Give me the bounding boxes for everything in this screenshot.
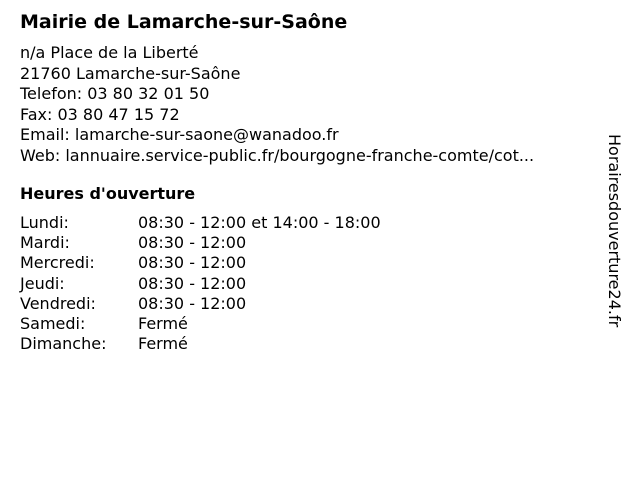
contact-block [20,43,534,166]
time-value: Fermé [138,334,188,354]
time-value: 08:30 - 12:00 et 14:00 - 18:00 [138,213,381,232]
time-value: Fermé [138,313,188,333]
watermark-text: Horairesdouverture24.fr [605,134,624,328]
day-label: Vendredi: [20,293,96,313]
email-text: Email: lamarche-sur-saone@wanadoo.fr [20,125,339,144]
day-label: Mercredi: [20,253,95,273]
page-title: Mairie de Lamarche-sur-Saône [20,11,348,33]
address-line-1: n/a Place de la Liberté [20,43,199,62]
time-value: 08:30 - 12:00 [138,233,247,253]
hours-heading: Heures d'ouverture [20,184,196,203]
day-label: Mardi: [20,233,70,253]
time-value: 08:30 - 12:00 [138,293,247,313]
day-label: Jeudi: [20,273,65,293]
web-text: Web: lannuaire.service-public.fr/bourgogne-franche-comte/cot... [20,145,535,165]
day-label: Dimanche: [20,334,107,354]
fax-text: Fax: 03 80 47 15 72 [20,104,180,124]
day-label: Lundi: [20,213,69,232]
time-value: 08:30 - 12:00 [138,273,247,293]
phone-text: Telefon: 03 80 32 01 50 [20,84,210,103]
address-line-2: 21760 Lamarche-sur-Saône [20,63,241,83]
time-value: 08:30 - 12:00 [138,253,247,273]
day-label: Samedi: [20,313,86,333]
